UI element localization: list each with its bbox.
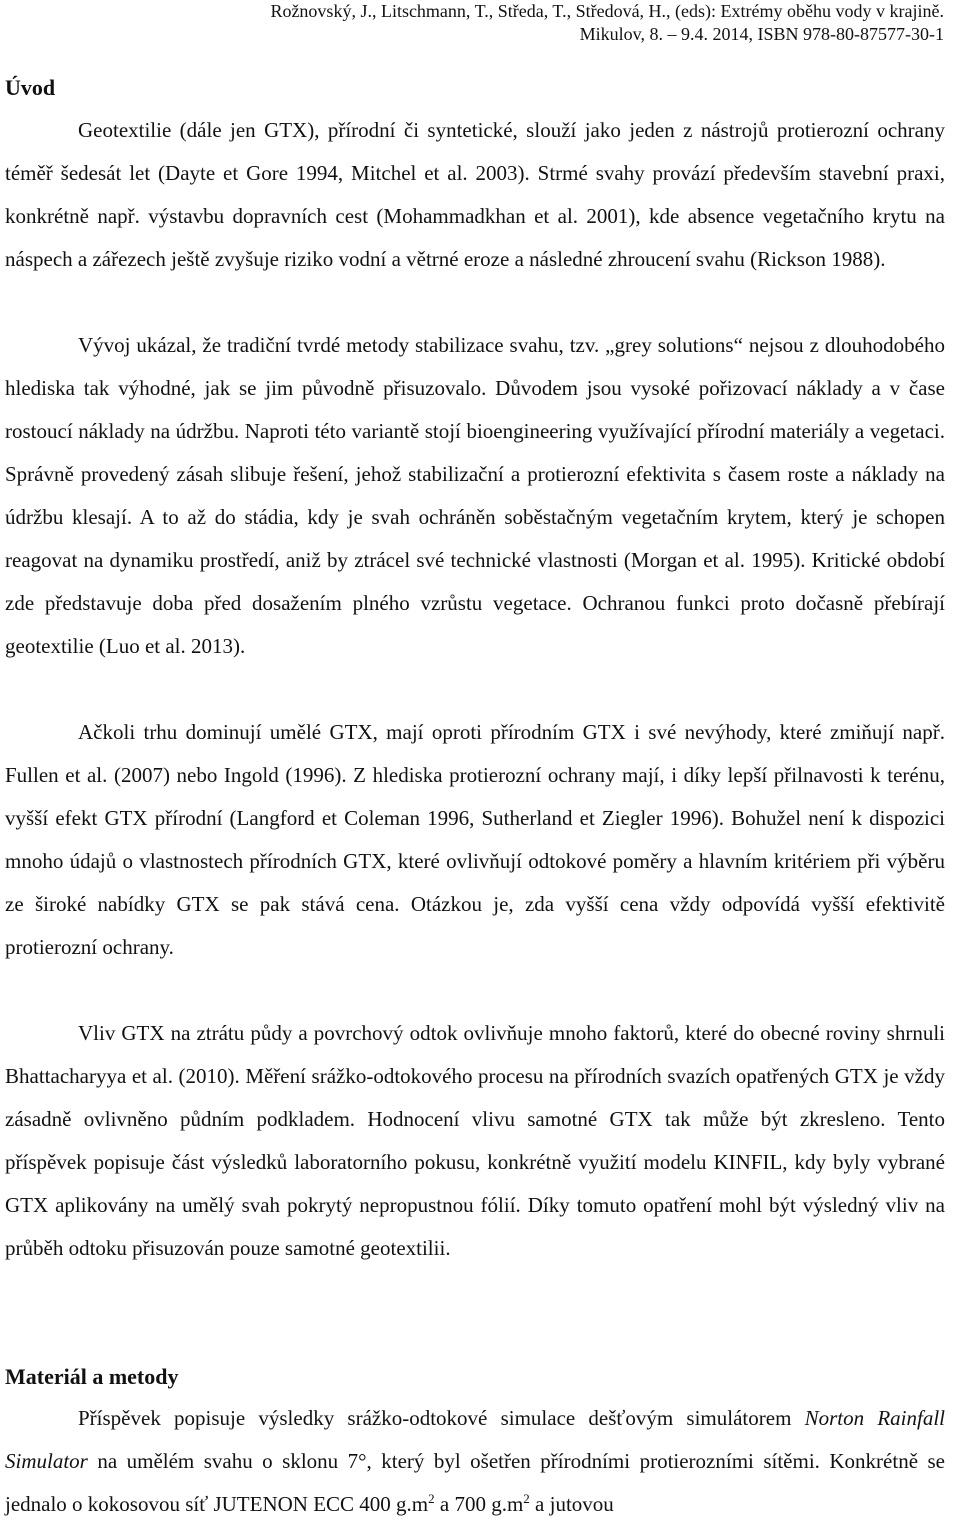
p5-superscript-1: 2: [428, 1491, 435, 1506]
header-citation: Rožnovský, J., Litschmann, T., Středa, T., Středová, H., (eds): Extrémy oběhu vody v krajině.: [270, 1, 944, 21]
running-header: [44, 0, 944, 46]
paragraph-3: Ačkoli trhu dominují umělé GTX, mají oproti přírodním GTX i své nevýhody, které zmiňují např. Fullen et al. (2007) nebo Ingold (1996). Z hlediska protierozní ochrany mají, i díky lepší přilnavosti k terénu, vyšší efekt GTX přírodní (Langford et Coleman 1996, Sutherland et Ziegler 1996). Bohužel není k dispozici mnoho údajů o vlastnostech přírodních GTX, které ovlivňují odtokové poměry a hlavním kritériem při výběru ze široké nabídky GTX se pak stává cena. Otázkou je, zda vyšší cena vždy odpovídá vyšší efektivitě protierozní ochrany.: [5, 720, 945, 959]
paragraph-1: Geotextilie (dále jen GTX), přírodní či syntetické, slouží jako jeden z nástrojů protierozní ochrany téměř šedesát let (Dayte et Gore 1994, Mitchel et al. 2003). Strmé svahy provází především stavební praxi, konkrétně např. výstavbu dopravních cest (Mohammadkhan et al. 2001), kde absence vegetačního krytu na náspech a zářezech ještě zvyšuje riziko vodní a větrné eroze a následné zhroucení svahu (Rickson 1988).: [5, 118, 945, 271]
p5-simulator-name: Norton Rainfall Simulator: [5, 1406, 945, 1473]
section-heading-uvod: Úvod: [5, 75, 56, 100]
p5-text-c: a 700 g.m: [434, 1492, 524, 1516]
p5-superscript-2: 2: [523, 1491, 530, 1506]
paragraph-4: Vliv GTX na ztrátu půdy a povrchový odtok ovlivňuje mnoho faktorů, které do obecné roviny shrnuli Bhattacharyya et al. (2010). Měření srážko-odtokového procesu na přírodních svazích opatřených GTX je vždy zásadně ovlivněno půdním podkladem. Hodnocení vlivu samotné GTX tak může být zkresleno. Tento příspěvek popisuje část výsledků laboratorního pokusu, konkrétně využití modelu KINFIL, kdy byly vybrané GTX aplikovány na umělý svah pokrytý nepropustnou fólií. Díky tomuto opatření mohl být výsledný vliv na průběh odtoku přisuzován pouze samotné geotextilii.: [5, 1021, 945, 1260]
p5-text-b: na umělém svahu o sklonu 7°, který byl ošetřen přírodními protierozními sítěmi. Konkrétně se jednalo o kokosovou síť JUTENON ECC 400 g.m: [5, 1449, 945, 1516]
header-conference: Mikulov, 8. – 9.4. 2014, ISBN 978-80-87577-30-1: [579, 24, 944, 44]
section-heading-material: Materiál a metody: [5, 1364, 179, 1389]
paragraph-5: [5, 1397, 945, 1526]
p5-text-a: Příspěvek popisuje výsledky srážko-odtokové simulace dešťovým simulátorem: [78, 1406, 805, 1430]
p5-text-d: a jutovou: [529, 1492, 614, 1516]
paragraph-2: Vývoj ukázal, že tradiční tvrdé metody stabilizace svahu, tzv. „grey solutions“ nejsou z dlouhodobého hlediska tak výhodné, jak se jim původně přisuzovalo. Důvodem jsou vysoké pořizovací náklady a v čase rostoucí náklady na údržbu. Naproti této variantě stojí bioengineering využívající přírodní materiály a vegetaci. Správně provedený zásah slibuje řešení, jehož stabilizační a protierozní efektivita s časem roste a náklady na údržbu klesají. A to až do stádia, kdy je svah ochráněn soběstačným vegetačním krytem, který je schopen reagovat na dynamiku prostředí, aniž by ztrácel své technické vlastnosti (Morgan et al. 1995). Kritické období zde představuje doba před dosažením plného vzrůstu vegetace. Ochranou funkci proto dočasně přebírají geotextilie (Luo et al. 2013).: [5, 333, 945, 658]
